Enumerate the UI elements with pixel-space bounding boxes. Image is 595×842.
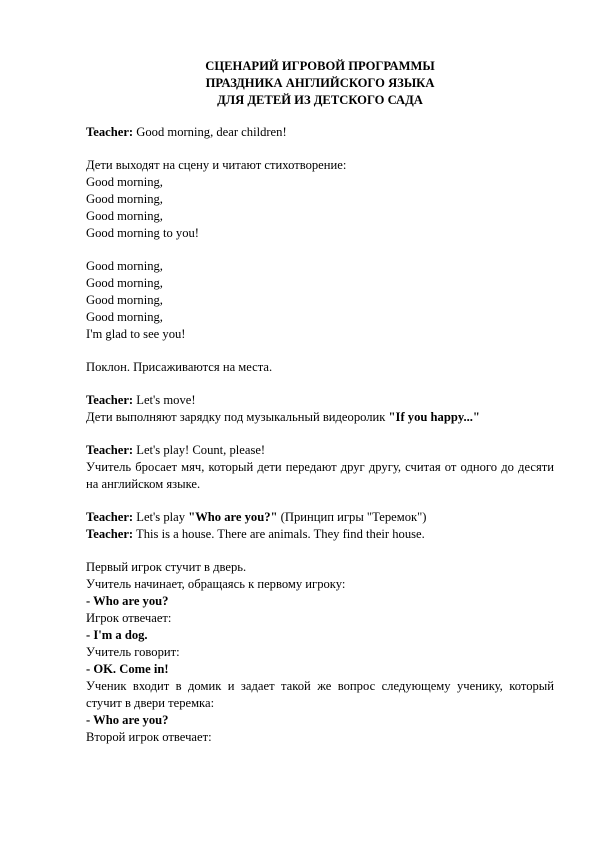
count-block: [86, 442, 554, 493]
game-principle: (Принцип игры "Теремок"): [277, 510, 427, 524]
house-line: [86, 526, 554, 543]
game-title: "Who are you?": [188, 510, 278, 524]
dialog-question: - Who are you?: [86, 713, 169, 727]
dialog-line: Игрок отвечает:: [86, 611, 172, 625]
speaker-label: Teacher:: [86, 443, 134, 457]
poem-line: I'm glad to see you!: [86, 327, 186, 341]
title-line-1: СЦЕНАРИЙ ИГРОВОЙ ПРОГРАММЫ: [205, 59, 435, 73]
dialog-line: Учитель говорит:: [86, 645, 180, 659]
speaker-label: Teacher:: [86, 393, 134, 407]
speaker-label: Teacher:: [86, 510, 134, 524]
move-text: Let's move!: [133, 393, 196, 407]
dialog-line: Ученик входит в домик и задает такой же вопрос следующему ученику, который стучит в двери теремка:: [86, 679, 554, 710]
bow-text: Поклон. Присаживаются на места.: [86, 360, 273, 374]
count-text: Let's play! Count, please!: [133, 443, 266, 457]
poem-line: Good morning,: [86, 209, 163, 223]
count-description: Учитель бросает мяч, который дети передают друг другу, считая от одного до десяти на английском языке.: [86, 460, 554, 491]
move-block: [86, 392, 554, 426]
move-line: [86, 392, 554, 409]
poem-line: Good morning,: [86, 310, 163, 324]
dialog-question: - Who are you?: [86, 594, 169, 608]
poem-line: Good morning,: [86, 192, 163, 206]
document-title: [86, 58, 554, 109]
game-block: [86, 509, 554, 543]
dialog-line: Первый игрок стучит в дверь.: [86, 560, 247, 574]
move-desc-text: Дети выполняют зарядку под музыкальный видеоролик: [86, 410, 389, 424]
greeting-line: [86, 124, 554, 141]
dialog-invite: - OK. Come in!: [86, 662, 169, 676]
greeting-block: [86, 124, 554, 141]
game-text: Let's play: [133, 510, 189, 524]
speaker-label: Teacher:: [86, 527, 134, 541]
bow-block: [86, 359, 554, 376]
document-page: [86, 58, 554, 762]
title-line-3: ДЛЯ ДЕТЕЙ ИЗ ДЕТСКОГО САДА: [217, 93, 423, 107]
house-text: This is a house. There are animals. They find their house.: [133, 527, 425, 541]
dialog-answer: - I'm a dog.: [86, 628, 148, 642]
poem-stanza-2: [86, 258, 554, 343]
game-line: [86, 509, 554, 526]
move-video-title: "If you happy...": [388, 410, 480, 424]
poem-intro: Дети выходят на сцену и читают стихотворение:: [86, 158, 347, 172]
title-line-2: ПРАЗДНИКА АНГЛИЙСКОГО ЯЗЫКА: [205, 76, 435, 90]
greeting-text: Good morning, dear children!: [133, 125, 287, 139]
poem-line: Good morning,: [86, 259, 163, 273]
poem-line: Good morning to you!: [86, 226, 199, 240]
count-line: [86, 442, 554, 459]
speaker-label: Teacher:: [86, 125, 134, 139]
poem-stanza-1: [86, 157, 554, 242]
dialog-line: Учитель начинает, обращаясь к первому игроку:: [86, 577, 346, 591]
move-description: [86, 409, 554, 426]
dialog-line: Второй игрок отвечает:: [86, 730, 212, 744]
poem-line: Good morning,: [86, 276, 163, 290]
poem-line: Good morning,: [86, 175, 163, 189]
poem-line: Good morning,: [86, 293, 163, 307]
dialog-block: [86, 559, 554, 746]
